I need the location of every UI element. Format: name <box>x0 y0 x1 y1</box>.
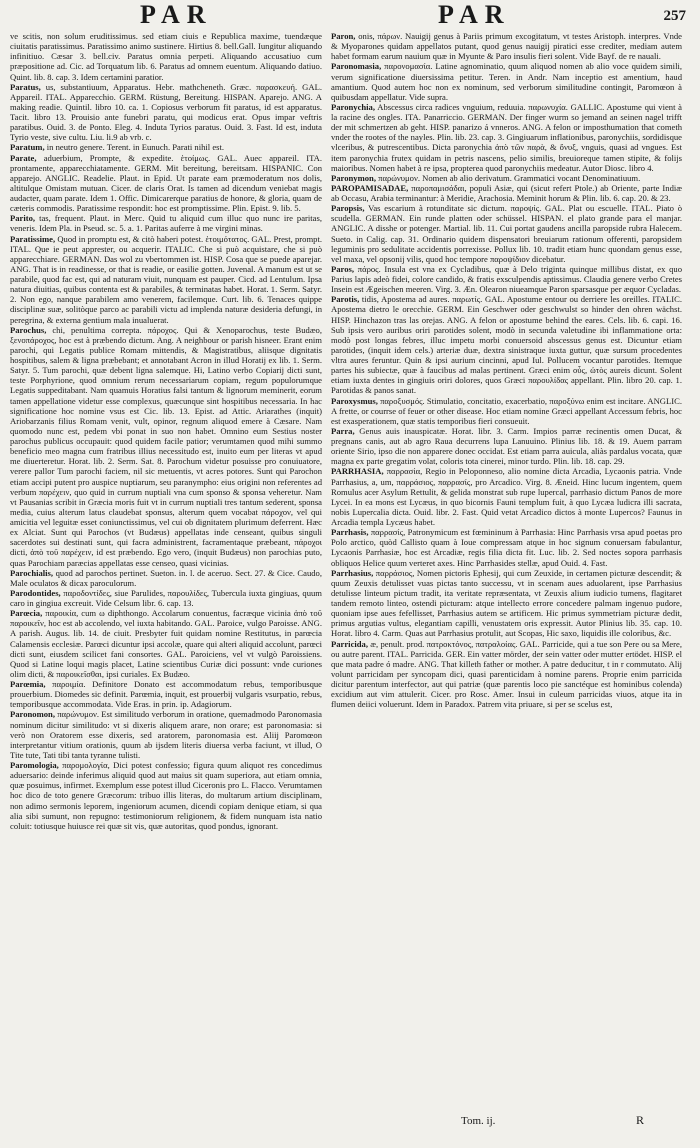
dictionary-entry <box>10 709 322 760</box>
entry-headword: Paroxysmus, <box>331 395 378 406</box>
entry-headword: Parotis, <box>331 294 360 305</box>
entry-text: παρρασίς, Patronymicum est fœmininum à Parrhasia: Hinc Parrhasis vrsa apud poetas pro Polo arctico, quòd Callisto quam à Ioue compressam atque in hoc signum conuersam fabulantur, Lycaonis Parrhasiæ, hoc est Arcadiæ, regis filia dicta fit. Luc. lib. 2. Sed noctes sopora parrhasis obliquos Helice quum verteret axes. Hinc Parrhasides stellæ, apud Ouid. 4. Fast. <box>331 527 682 568</box>
dictionary-entry <box>331 183 682 203</box>
dictionary-entry <box>331 31 682 61</box>
entry-text: Quod in promptu est, & citò haberi potest. ἑτοιμότατος. GAL. Prest, prompt. ITAL. Que ie peut apprester, ou acquerir. ITALIC. Che si può acquistare, che si può apparecchiare. GERMAN. Das wol zu vbertommen ist. HISP. Cosa que se puede aparejar. ANG. That is in readinesse, or that is readie, or easilie gotten. Juvenal. A manum est ut se parabile, quod fac est, qui ad naturam viuit, nunquam est pauper. Cicd. ad Lentulum. Ipsa natura diuitias, quibus contenta est & parabiles, & terminatas habet. Horat. 1. Serm. Satyr. 2. Non ego, nanque parabilem amo venerem, facilemque. Curt. lib. 6. Tenaces quippe disciplinæ suæ, solitòque parco ac parabili victu ad implenda naturæ desideria defungi, in peregrina, & externa gentium mala inualuerat. <box>10 233 322 325</box>
signature-mark: Tom. ij. <box>461 1115 496 1127</box>
entry-headword: Paratum, <box>10 142 45 153</box>
entry-text: aduerbium, Prompte, & expedite. ἑτοίμως. GAL. Auec appareil. ITA. prontamente, apparecchiatamente. GERM. Mit bereitung, bereitsam. HISPANIC. Con apparejo. ANGLIC. Readelie. Plaut. in Epid. Ut parate eam præmoderatum nos dolis, altitulque Omistam mutuan. Cicer. de claris Orat. Is tamen ad dicendum veniebat magis audacter, quam parate. Idem 1. Offic. Dimicarerque paratius de honore, & gloria, quam de cæteris commodis. Paratissime respondit: hoc est promptissime. Plin. Epist. 9. lib. 5. <box>10 152 322 214</box>
entry-text: παρονομασία. Latine agnominatio, quum aliquod nomen ab alio voce quidem simili, verum significatione diuersissima petitur. Teren. in Andr. Nam inceptio est amentium, haud amantium. Quod autem hoc non ex nominum, sed verborum similitudine contingit, Paromœon à quibusdam appellatur. Vide supra. <box>331 61 682 102</box>
dictionary-entry <box>331 568 682 639</box>
left-running-head: PAR <box>140 0 213 29</box>
entry-text: Vas escarium à rotunditate sic dictum. παροψίς. GAL. Plat ou escuelle. ITAL. Piato ò scudella. GERMAN. Ein runde platten oder schüssel. HISPAN. el plato grande para el manjar. ANGLIC. A disshe or potenger. Martial. lib. 11. Cui portat gaudens ancilla paropside rubra Halecem. Sueto. in Calig. cap. 31. Ordinario quidem dispensatori breuiarum rationum offerenti, paropsidem leguminis pro sedulitate accidentis porrexisse. Pollux lib. 10. tradit etiam hunc quondam genus esse, vel maxa, vel opsonij vilis, quod hoc tempore παροψίδιον dicebatur. <box>331 203 682 264</box>
entry-text: ve scitis, non solum eruditissimus. sed etiam ciuis e Republica maxime, tuendæque ciuitatis paratissimus. Paratissimo animo sustinere. Hirtius 8. bell.Gall. Iungitur aliquando infinitiuo. Cæsar 3. bell.civ. Paratus omnia perpeti. Aliquando accusatiuo cum præpositione ad. Cic. ad Torquatum lib. 6. Paratus ad omnem euentum. Aliquando datiuo. Quint. lib. 8. cap. 3. Idem certamini paratior. <box>10 31 322 82</box>
dictionary-entry <box>331 466 682 527</box>
catchword: R <box>636 1113 645 1127</box>
dictionary-entry <box>331 203 682 264</box>
entry-headword: Paronomon, <box>10 709 55 720</box>
entry-text: chi, penultima correpta. πάροχος. Qui & Xenoparochus, teste Budæo, ξενοπάροχος, hoc est à præbendo dictum. Ang. A neighbour or parish hisneer. Erant enim parochi, qui Legatis publice Romam mittendis, & Magistratibus, aliisque dignitatis hospitibus, salem & ligna præbebant; et annotabant Acron in illud Horatij ex lib. 1. Serm. Satyr. 5. Tum parochi, quæ debent ligna salemque. Hi, Latino verbo Copiarij dicti sunt, teste Porphyrione, quod omnium rerum necessariarum copiam, regum populorumque Legatis suppeditabant. Nam quamuis Horatius falsi tantum & lignorum meminerit, eorum tamen appellatione videtur esse complexus, quæcunque sint hospitibus necessaria. In hac significatione hoc nomine vsus est Cic. lib. 13. Epist. ad Attic. Ariarathes (inquit) Ariobarzanis filius Romam venit, vult, opinor, regnum aliquod emere à Cæsare. Nam quomodo nunc est, pedem vbi ponat in suo non habet. Omnino eum Sestius noster parochus publicus occupauit: quod quidem facile patior; verumtamen quod mihi summo beneficio meo magna cum fratribus illius necessitudo est, inuito eum per literas vt apud me diuerteretur. Horat. lib. 2. Serm. Sat. 8. Parochum videtur posuisse pro conuiuatore, verere pallor Tum parochi faciem, nil sic metuentis, vt acres potores. Sunt qui Parochon etiam accipi putent pro auspice nuptiarum, seu paranympho: eius origini non referentes ad verbum παρέχειν, quo quid in currum nuptiali vna cum sponso & sponsa veheretur. Nam vt Pausanias scribit in Græcia moris fuit vt in currum nuptiali tres tantum sederent, sponsa media, cuius alterum latus claudebat sponsus, alterum quem vocabat πάροχον, vel qui amicitia vel leguitæ esset coniunctissimus, vel cui ob dignitatem plurimum deferrent. Hæc ex Alciat. Sunt qui Parochos (vt Budæus) appellatas inde censeant, quibus singuli sacerdotes sui destinati sunt, qui facra administrent, facramentaque præbeant, πάροχοι dicti, ἀπὸ τοῦ παρέχειν, id est præbendo. Ego vero, (inquit Budæus) non parochias puto, quas Parochiam paræcias appellatas esse censeo, quasi vicinias. <box>10 324 322 568</box>
right-text-column <box>331 31 682 1111</box>
entry-text: quod ad parochos pertinet. Sueton. in. l. de aceruo. Sect. 27. & Cice. Caudo, Male oculatos & dicax paroculorum. <box>10 567 322 588</box>
page-footer <box>331 1113 682 1133</box>
dictionary-entry <box>331 527 682 568</box>
entry-headword: Paronychia, <box>331 101 376 112</box>
dictionary-entry <box>10 82 322 143</box>
dictionary-entry <box>331 102 682 173</box>
entry-text: Abscessus circa radices vnguium, reduuia. παρωνυχία. GALLIC. Apostume qui vient à la racine des ongles. ITA. Panarriccio. GERMAN. Der finger wurm so jemand an seinen nagel trifft der mit schmertzen ab geht. HISP. panarizo á vnneros. ANG. A felon or imposthumation that cometh vnder the rootes of the nayles. Plin. lib. 23. cap. 3. Gingiuarum inflationibus, paronychiis, sordidisque vlceribus, & putrescentibus. Dicta paronychia ἀπὸ τῶν παρὰ, & ὄνυξ, vnguis, quasi ad vngues. Est item paronychia frutex quidam in petris nascens, pelio similis, breuioreque tamen stipite, & folijs maioribus. Nomen habet à re ipsa, propterea quod paronychiis medeatur. Autor Diosc. libro 4. <box>331 101 682 173</box>
entry-text: in neutro genere. Terent. in Eunuch. Parati nihil est. <box>46 142 225 153</box>
dictionary-entry <box>331 264 682 294</box>
entry-text: παρώνυμον. Nomen ab alio derivatum. Grammatici vocant Denominatiuum. <box>378 172 641 183</box>
dictionary-entry <box>331 61 682 102</box>
dictionary-entry <box>10 760 322 831</box>
entry-text: παροδοντίδες, siue Parulides, παρουλίδες, Tubercula iuxta gingiuas, quum caro in gingiua excreuit. Vide Celsum libr. 6. cap. 13. <box>10 587 322 608</box>
entry-headword: Paromologia, <box>10 760 59 770</box>
entry-headword: Paratus, <box>10 81 41 92</box>
entry-headword: Paronomasia, <box>331 61 382 72</box>
dictionary-entry <box>10 234 322 325</box>
entry-headword: Paronymon, <box>331 172 376 183</box>
dictionary-entry <box>331 639 682 710</box>
entry-headword: Parra, <box>331 425 355 436</box>
dictionary-entry <box>331 396 682 426</box>
entry-headword: PAROPAMISADAE, <box>331 182 409 193</box>
entry-headword: Parrhasis, <box>331 527 369 538</box>
entry-headword: Parœcia, <box>10 608 43 619</box>
entry-headword: PARRHASIA, <box>331 466 384 477</box>
entry-headword: Parito, <box>10 213 36 224</box>
dictionary-entry <box>10 568 322 588</box>
dictionary-entry <box>10 142 322 152</box>
entry-headword: Paratissime, <box>10 233 56 244</box>
entry-text: παρομολογία, Dici potest confessio; figura quum aliquot res concedimus aduersario: deinde inferimus aliquid quod aut maius sit quam superiora, aut etiam omnia, quæ posuimus, infirmet. Exemplum esse potest illud Ciceronis pro L. Flacco. Verumtamen hoc dico de toto genere Græcorum: tribuo illis literas, do multarum artium disciplinam, non adimo sermonis leporem, ingeniorum acumen, dicendi copiam denique etiam, si qua alia sibi sumunt, non repugno: testimoniorum religionem, & fidem nunquam ista natio coluit: totiusque huiusce rei quæ sit vis, quæ autoritas, quod pondus, ignorant. <box>10 760 322 831</box>
entry-headword: Parochialis, <box>10 567 54 578</box>
entry-text: tas, frequent. Plaut. in Merc. Quid tu aliquid cum illuc quo nunc ire paritas, veneris. Idem Pla. in Pseud. sc. 5. a. 1. Paritas auferre à me virgini minas. <box>10 213 322 234</box>
entry-text: æ, penult. prod. πατροκτόνος, πατραλοίας. GAL. Parricide, qui a tue son Pere ou sa Mere, ou autre parent. ITAL. Parricida. GER. Ein vatter mörder, der sein vatter oder mutter ertödet. HISP. el que mata padre ó madre. ANG. That killeth father or mother. A patre deducitur, t in r commutato. Alij volunt parricidam per syncopam dici, quasi parenticidam à nomine parens. Proprie enim parricida dicitur parentum interfector, aut qui patriæ (quæ parentis loco pie sanctéque est hominibus colenda) excidium aut vim attulerit. Cicer. pro Rosc. Amer. Insui in culeum parricidas viuos, atque ita in flumen deiici voluerunt. Idem in Paradox. Patrem vita priuare, si per se scelus est, <box>331 638 682 710</box>
entry-text: tidis, Apostema ad aures. παρωτίς. GAL. Apostume entour ou derriere les oreilles. ITALIC. Apostema dietro le orecchie. GERM. Ein Geschwer oder geschwulst so hinder den ohren wächst. HISP. Hinchazon tras las orejas. ANG. A felon or apostume behind the eares. Cels. lib. 6. capi. 16. Sub ipsis vero auribus oriri parotides solent, modò in secunda valetudine ibi inflammatione orta: modò post longas febres, illuc impetu morbi conuersoid abscessus genus est. Dicuntur etiam parotides, (inquit idem cels.) arteriæ duæ, dextra sinistraque iuxta guttur, quæ sursum procedentes vltra aures feruntur. Quin & ipsi aurium cincinni, apud Iul. Pollucem vocantur parotides. Itemque partes his subiectæ, quæ à faucibus ad malas pertinent. Græci enim οὖς, ὠτὸς aureis dicunt. Solent etiam iuxta dentes in gingiuis oriri dolores, quos Græci παρουλίδας appellant. Plin. libro 20. cap. 1. Parotidas & panos sanat. <box>331 294 682 396</box>
entry-headword: Parricida, <box>331 638 368 649</box>
entry-headword: Parate, <box>10 152 37 163</box>
dictionary-entry <box>10 325 322 568</box>
entry-headword: Paron, <box>331 31 356 41</box>
entry-headword: Parochus, <box>10 324 47 335</box>
entry-headword: Paros, <box>331 263 354 274</box>
entry-text: παροιμία. Definitore Donato est accommodatum rebus, temporibusque prouerbium. Diomedes sic definit. Parœmia, inquit, est prouerbij vulgaris vsurpatio, rebus, temporibusque accommodata. Vide Eras. in prin. ip. Adagiorum. <box>10 679 322 710</box>
entry-headword: Parrhasius, <box>331 567 374 578</box>
page-number: 257 <box>663 8 686 24</box>
entry-text: παροικία, cum ω diphthongo. Accolarum conuentus, facræque vicinia ἀπὸ τοῦ παροικεῖν, hoc est ab accolendo, vel iuxta habitando. GAL. Paroice, vulgo Paroisse. ANG. A parish. Augus. lib. 14. de ciuit. Presbyter fuit quidam nomine Restitutus, in parœcia Calamensis ecclesiæ. Parœci dicuntur ipsi accolæ, quare qui alteri aliquid accolunt, parœci dicti sunt, eiusdem scilicet fani consortes. GAL. Paroiciens, vel vt vulgò Paroissiens. Quod si Latine loqui magis placet, Latine scientibus Curiæ dici possunt: vnde curiones olim dicti, & παροικεῖσθαι, ipsi curiales. Ex Budæo. <box>10 608 322 679</box>
entry-text: Genus auis inauspicatæ. Horat. libr. 3. Carm. Impios parræ recinentis omen Ducat, & pregnans canis, aut ab agro Raua decurrens lupa Lanuuino. Plinius lib. 18. & 19. Auem parram oriente Sirio, ipso die non apparere donec occidat. Est etiam parra auicula, aliàs pardalus vocata, quæ magna ex parte gregatim volat, coloris tota cinerei, minor turdo. Plin. lib. 18. cap. 29. <box>331 425 682 467</box>
entry-headword: Paropsis, <box>331 203 365 214</box>
dictionary-entry <box>10 679 322 709</box>
page-header <box>0 2 700 28</box>
dictionary-entry <box>10 213 322 233</box>
dictionary-entry <box>10 153 322 214</box>
entry-text: παρράσιος, Nomen pictoris Ephesij, qui cum Zeuxide, in certamen picturæ descendit; & quum Zeuxis detulisset vuas pictas tanto successu, vt in scenam aues aduolarent, ipse Parrhasius detulisse linteum pictum tradit, ita veritate repræsentata, vt Zeuxis alium iudicio tumens, flagitaret tandem remoto linteo, ostendi picturam: atque intellecto errore concedere palmam ingenuo pudore, quoniam ipse aues fefellisset, Parrhasius autem se artificem. Hic primus symmetriam picturæ dedit, primus argutias vultus, elegantiam capilli, venustatem oris expressit. Autor Plinius lib. 35. cap. 10. Horat. libro 4. Carm. Quas aut Parrhasius protulit, aut Scopas, Hic saxo, liquidis ille coloribus, &c. <box>331 567 682 639</box>
dictionary-entry <box>331 173 682 183</box>
entry-headword: Parodontides, <box>10 587 61 598</box>
entry-headword: Parœmia, <box>10 679 46 689</box>
left-text-column <box>10 31 322 1111</box>
dictionary-entry <box>331 426 682 467</box>
entry-text: παρρασία, Regio in Peloponneso, alio nomine dicta Arcadia, Lycaonis patria. Vnde Parrhasius, a, um, παρράσιος, παρρασίς, pro Arcadico. Virg. 8. Æneid. Hinc lucum ingentem, quem Romulus acer Asylum Rettulit, & gelida monstrat sub rupe lupercal, parrhasio dictum Panos de more Lycei. In ea mons est Lycæus, in quo bicornis Fauni templum fuit, à quo Lycæa ludicra illi sacrata, nobis Lupercalia dicta. Ouid. libr. 2. Fast. Quid vetat Arcadico dictos à monte Lupercos? Faunus in Arcadia templa Lycæus habet. <box>331 466 682 527</box>
dictionary-entry <box>10 608 322 679</box>
dictionary-entry <box>10 31 322 82</box>
dictionary-entry <box>10 588 322 608</box>
entry-text: παροξυσμός. Stimulatio, concitatio, exacerbatio, παροξύνω enim est incitare. ANGLIC. A frette, or courrse of feuer or other disease. Hoc etiam nomine Græci appellant Accessum febris, hoc est exasperationem, quæ statis temporibus fieri consueuit. <box>331 395 682 426</box>
right-running-head: PAR <box>438 0 511 29</box>
dictionary-entry <box>331 294 682 395</box>
entry-text: παροπαμισάδαι, populi Asiæ, qui (sicut refert Ptole.) ab Oriente, parte Indiæ ab Occasu, Arabia terminantur: à Meridie, Arachosia. Meminit horum & Plin. lib. 6. cap. 20. & 23. <box>331 182 682 203</box>
entry-text: πάρος. Insula est vna ex Cycladibus, quæ à Delo triginta quinque millibus distat, ex quo Parius lapis adeò fidei, colore candido, & fratis exsculpendis aptissimus. Claudia genere verbo Cretes Insein est Ægeischen meeren. Virg. 3. Æn. Olearon niueamque Paron sparsasque per æquor Cycladas. <box>331 263 682 295</box>
entry-text: us, substantiuum, Apparatus. Hebr. mathcheneth. Græc. παρασκευή. GAL. Appareil. ITAL. Apparecchio. GERM. Rüstung, Bereitung. HISPAN. Aparejo. ANG. A making readie. Quintil. libro 10. ca. 1. Copiosus verborum fit paratus, id est apparatus. Tacit. libro 13. Prouisio ante funebri paratu, qui modicus erat. Opus impar veftris paratibus. Ouid. 3. de Ponto. Eleg. 4. Induta Tyrios paratus. Ouid. 3. Fast. Id est, induta Tyrio veste, sive cultu. Liu. li.9 ab vrb. c. <box>10 81 322 143</box>
entry-text: onis, πάρων. Nauigij genus à Pariis primum excogitatum, vt testes Aristoph. interpres. Vnde & Myoparones quidam appellatos putant, quod genus nauigij piratici esse crediter, mediam autem habet formam earum nauium quæ in Myunte & Paro insulis fieri solent. Vide Bayf. de re nauali. <box>331 31 682 62</box>
entry-text: παρώνυμον. Est similitudo verborum in oratione, quemadmodo Paronomasia nominum dicitur similitudo: vt si dixeris aliquem arare, non orare; est paronomasia: si verò non Oratorem esse dixeris, sed aratorem, paronomasia est. Aliij Paromœon interpretantur vitium orationis, quum ab ijsdem literis diuersa verba faciunt, vt illud, O Tite tute, Tati tibi tanta tyranne tulisti. <box>10 709 322 760</box>
